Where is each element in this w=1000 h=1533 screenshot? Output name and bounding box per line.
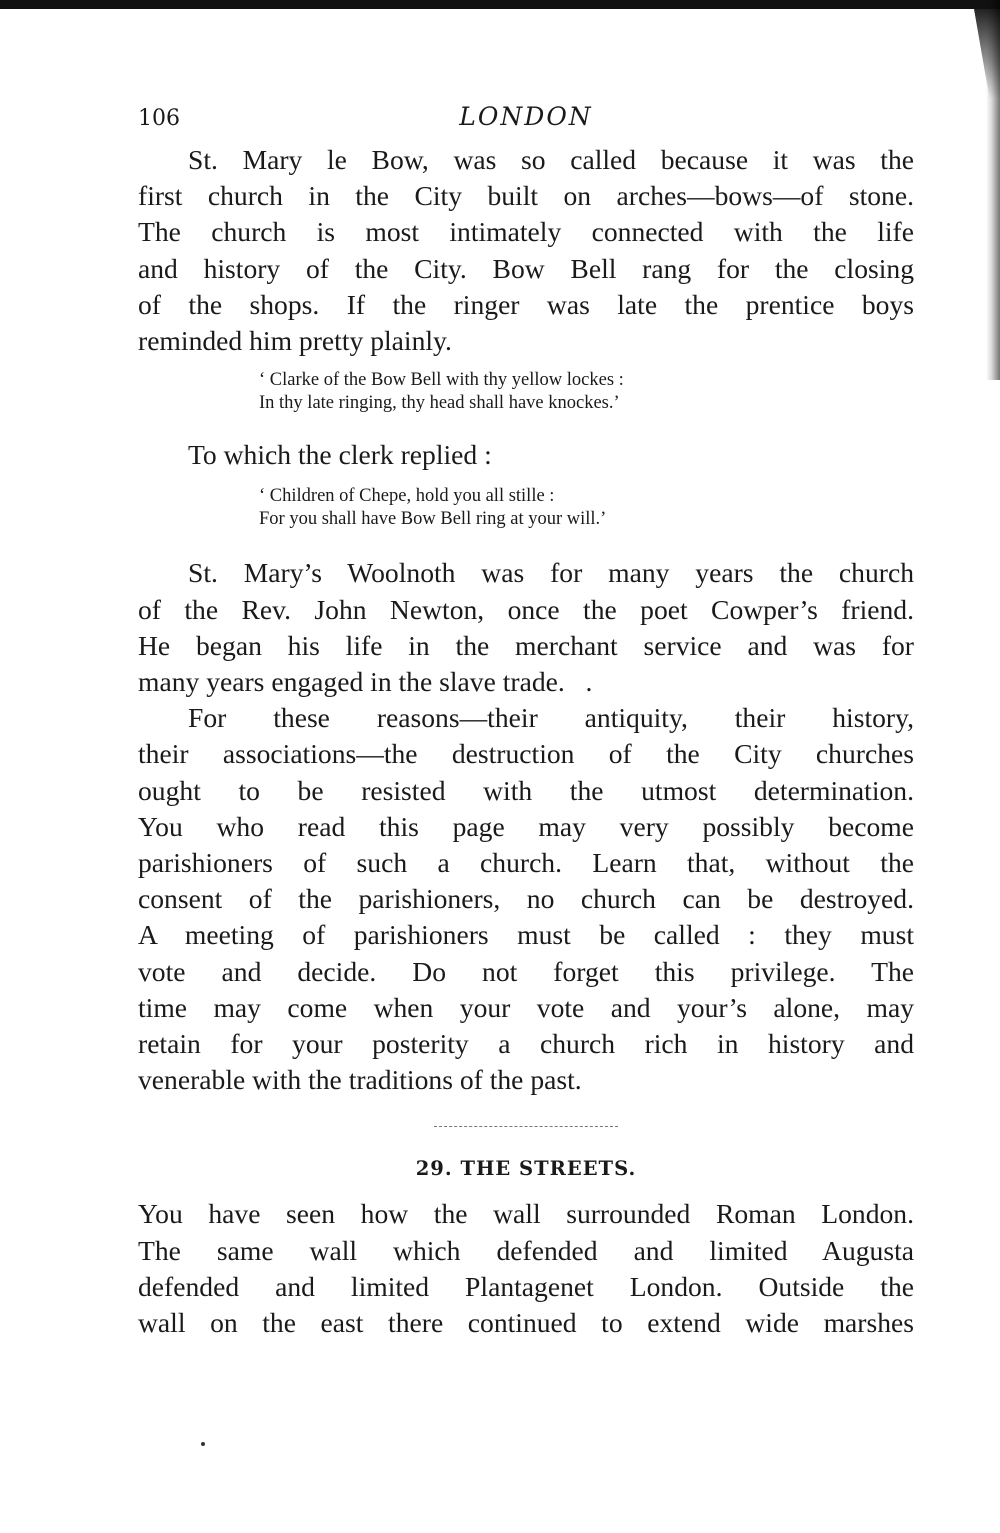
text-line: venerable with the traditions of the past.: [138, 1064, 582, 1096]
paragraph-clerk-replied: [138, 437, 914, 473]
text-line: first church in the City built on arches—bows—of stone.: [138, 180, 914, 212]
text-line: For these reasons—their antiquity, their history,: [188, 702, 914, 734]
paragraph-st-marys-woolnoth: [138, 555, 914, 700]
text-line: ought to be resisted with the utmost determination.: [138, 774, 914, 806]
page-number: 106: [138, 106, 180, 131]
text-line: retain for your posterity a church rich in history and: [138, 1028, 914, 1060]
text-line: of the shops. If the ringer was late the prentice boys: [138, 288, 914, 320]
page-edge-shadow: [986, 0, 1000, 380]
paragraph-the-streets: [138, 1196, 914, 1341]
section-heading: 29. THE STREETS.: [415, 1157, 637, 1181]
text-line: reminded him pretty plainly.: [138, 325, 452, 357]
text-line: parishioners of such a church. Learn that, without the: [138, 847, 914, 879]
verse-line: For you shall have Bow Bell ring at your will.’: [259, 509, 607, 530]
text-line: The church is most intimately connected with the life: [138, 216, 914, 248]
text-line: wall on the east there continued to extend wide marshes: [138, 1307, 914, 1339]
text-line: St. Mary le Bow, was so called because it was the: [188, 144, 914, 175]
text-line: He began his life in the merchant service and was for: [138, 629, 914, 661]
text-line: A meeting of parishioners must be called : they must: [138, 919, 914, 951]
text-line: St. Mary’s Woolnoth was for many years the church: [188, 557, 914, 589]
text-line: You have seen how the wall surrounded Roman London.: [138, 1198, 914, 1230]
verse-bow-bell: [259, 369, 914, 415]
verse-line: ‘ Clarke of the Bow Bell with thy yellow lockes :: [259, 370, 624, 391]
text-line: of the Rev. John Newton, once the poet Cowper’s friend.: [138, 593, 914, 625]
section-divider: [434, 1126, 618, 1127]
running-head: [138, 100, 914, 140]
print-speck: [201, 1442, 205, 1446]
text-line: many years engaged in the slave trade. .: [138, 666, 593, 698]
verse-children-of-chepe: [259, 485, 914, 531]
top-border-rule: [0, 0, 1000, 9]
text-line: defended and limited Plantagenet London. Outside the: [138, 1270, 914, 1302]
text-line: consent of the parishioners, no church can be destroyed.: [138, 883, 914, 915]
text-line: To which the clerk replied :: [188, 439, 492, 471]
text-line: their associations—the destruction of the City churches: [138, 738, 914, 770]
book-page: [138, 100, 914, 1341]
text-line: vote and decide. Do not forget this privilege. The: [138, 955, 914, 987]
verse-line: ‘ Children of Chepe, hold you all stille :: [259, 486, 555, 507]
paragraph-for-these-reasons: [138, 700, 914, 1098]
paragraph-st-mary-le-bow: [138, 142, 914, 359]
text-line: The same wall which defended and limited Augusta: [138, 1234, 914, 1266]
text-line: You who read this page may very possibly become: [138, 810, 914, 842]
text-line: time may come when your vote and your’s alone, may: [138, 991, 914, 1023]
text-line: and history of the City. Bow Bell rang for the closing: [138, 252, 914, 284]
verse-line: In thy late ringing, thy head shall have knockes.’: [259, 393, 620, 414]
running-title: LONDON: [459, 102, 593, 131]
